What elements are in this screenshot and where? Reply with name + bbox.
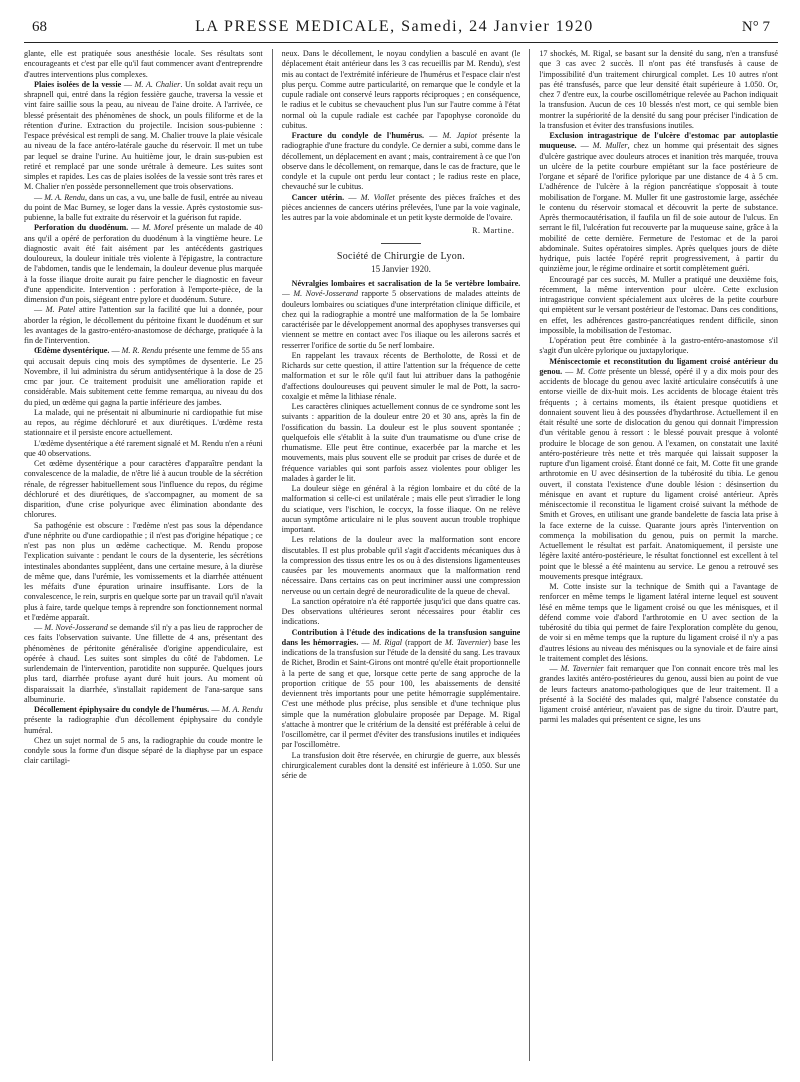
speaker: M. Nové-Josserand	[293, 289, 359, 299]
speaker: M. Patel	[45, 305, 76, 315]
speaker: M. A. Rendu	[44, 192, 85, 202]
speaker: M. Tavernier	[560, 664, 604, 673]
page-number: 68	[32, 19, 47, 35]
signature: R. Martine.	[472, 226, 515, 236]
report-rendu-1: — M. A. Rendu, dans un cas, a vu, une balle de fusil, entrée au niveau du point de Mac Burney, se loger dans la vessie. Après cystostomie sus-pubienne, la balle fut extraite du réservoir et la guérison fut rapide.	[24, 192, 263, 222]
rubric: Œdème dysentérique.	[34, 346, 110, 356]
paragraph: L'opération peut être combinée à la gastro-entéro-anastomose s'il s'agit d'un ulcère pylorique ou juxtapylorique.	[539, 336, 778, 356]
report-muller: Exclusion intragastrique de l'ulcère d'estomac par autoplastie muqueuse. — M. Muller, chez un homme qui présentait des signes d'ulcère gastrique avec douleurs atroces et inanition très marquée, trouva un ulcère de la petite courbure empiétant sur la face postérieure de l'organe et séparé de l'orifice pylorique par une distance de 4 à 5 cm. L'adhérence de l'ulcère à la région pancréatique s'opposait à toute mobilisation de l'organe. M. Muller fit une gastrostomie large, asséchée le contenu du réservoir stomacal et découvrit la perte de substance. Après thermocautérisation, il faufila un fil de soie autour de l'ulcus. En serrant le fil, l'ulcération fut recouverte par la muqueuse saine, grâce à la mobilité de cette dernière. Fermeture de l'estomac et de la paroi abdominale. Suites opératoires simples. Après quelques jours de diète hydrique, puis lactée l'opéré reprit progressivement, à partir du quinzième jour, le régime ordinaire et sortit complètement guéri.	[539, 131, 778, 274]
masthead	[195, 18, 594, 36]
rubric: Cancer utérin.	[291, 192, 345, 202]
page-header	[24, 10, 778, 43]
speaker: M. Japiot	[442, 131, 477, 140]
report-nove-josserand-2: Névralgies lombaires et sacralisation de la 5e vertèbre lombaire. — M. Nové-Josserand rapporte 5 observations de malades atteints de douleurs lombaires ou sciatiques d'une interprétation clinique difficile, et chez qui la radiographie a montré une malformation de la 5e lombaire caractérisée par le développement anormal des apophyses transverses qui viennent se mettre en contact avec l'os iliaque ou les ailerons sacrés et resserrer l'orifice de sortie du 5e nerf lombaire.	[281, 279, 521, 350]
report-japiot: Fracture du condyle de l'humérus. — M. Japiot présente la radiographie d'une fracture du condyle. Ce dernier a subi, comme dans le décollement, un déplacement en avant ; mais, contrairement à ce que l'on observe dans le décollement, on remarque, dans le cas de fracture, que le condyle et la cupule ont perdu leur contact ; le radius reste en place, chevauché sur le cubitus.	[281, 131, 521, 192]
speaker: M. Cotte	[576, 366, 606, 376]
paragraph: Chez un sujet normal de 5 ans, la radiographie du coude montre le condyle sous la forme d'un disque séparé de la diaphyse par un espace clair cartilagi-	[24, 735, 263, 766]
issue-date: Samedi, 24 Janvier 1920	[401, 18, 594, 35]
speaker: M. Nové-Josserand	[44, 623, 108, 632]
report-morel: Perforation du duodénum. — M. Morel présente un malade de 40 ans qu'il a opéré de perforation du duodénum à la vingtième heure. Le diagnostic avait été fait aisément par les antécédents gastriques douloureux, la douleur initiale très violente à l'épigastre, la contracture de l'abdomen, tandis que le lendemain, la douleur devenue plus marquée à la fosse iliaque droite aurait pu faire pencher le diagnostic en faveur d'une appendicite. Intervention : perforation à l'emporte-pièce, de la dimension d'un pois, siégeant entre pylore et duodénum. Suture.	[24, 223, 263, 304]
paragraph-text: présente un malade de 40 ans qu'il a opéré de perforation du duodénum à la vingtième heure. Le diagnostic avait été fait aisément par les antécédents gastriques douloureux, la douleur initiale très violente à l'épigastre, la contracture de l'abdomen, tandis que le lendemain, la douleur devenue plus marquée à la fosse iliaque droite aurait pu faire pencher le diagnostic en faveur d'une appendicite. Intervention : perforation à l'emporte-pièce, de la dimension d'un pois, siégeant entre pylore et duodénum. Suture.	[24, 223, 263, 304]
report-rigal: Contribution à l'étude des indications de la transfusion sanguine dans les hémorragies. — M. Rigal (rapport de M. Tavernier) base les indications de la transfusion sur l'étude de la densité du sang. Les travaux de Richet, Brodin et Saint-Girons ont montré qu'elle était proportionnelle à la perte de sang et que, lorsque cette perte de sang approche de la proportion critique de 55 pour 100, les abaissements de densité deviennent très importants pour une petite hémorragie supplémentaire. C'est une méthode plus précise, plus sensible et d'une technique plus simple que la numération globulaire proposée par Depage. M. Rigal s'attache à montrer que le critérium de la densité est préférable à celui de l'oscillomètre, car il permet d'éviter des transfusions inutiles et indiquées par l'oscillomètre.	[281, 627, 521, 750]
paragraph: Les relations de la douleur avec la malformation sont encore discutables. Il est plus probable qu'il s'agit d'accidents mécaniques dus à la compression des tissus entre les os ou à des distensions ligamenteuses causées par les mouvements anormaux que la malformation rend nécessaire. Dans certains cas on peut incriminer aussi une compression nerveuse ou un certain degré de neuroradiculite de la queue de cheval.	[281, 535, 521, 596]
report-chalier: Plaies isolées de la vessie — M. A. Chalier. Un soldat avait reçu un shrapnell qui, entré dans la région fessière gauche, traversa la vessie et vint faire saillie sous la peau, au niveau de l'aine droite. A l'arrivée, ce blessé présentait des phénomènes de shock, un pouls filiforme et de la rétention d'urine. Extraction du projectile. Incision sous-pubienne : l'espace prévésical est rempli de sang. M. Chalier trouve la plaie vésicale au niveau de la face antéro-latérale gauche du réservoir. Il met un tube par lequel se draine l'urine. Au huitième jour, le drain sus-pubien est retiré et remplacé par une sonde urétrale à demeure. Les suites sont simples et rapides. Les cas de plaies isolées de la vessie sont très rares et M. Chalier n'en possède personnellement que trois observations.	[24, 79, 263, 192]
paragraph-text: présente la radiographie d'un décollement épiphysaire du condyle huméral.	[24, 715, 263, 735]
column-2	[282, 49, 521, 1061]
paragraph-text: attire l'attention sur la facilité que lui a donnée, pour aborder la région, le décollement du péritoine fixant le duodénum et sur les avantages de la gastro-entéro-anastomose de décharge, pratiquée à la fin de l'intervention.	[24, 305, 263, 345]
paragraph-text: présente une femme de 55 ans qui accusait depuis cinq mois des symptômes de dysenterie. Le 25 Novembre, il lui administra du sérum antidysentérique à la dose de 25 cmc par jour. Ce traitement produisit une amélioration rapide et considérable. Mais subitement cette femme remarqua, au niveau du dos du pied, un œdème qui gagna la partie inférieure des jambes.	[24, 346, 263, 407]
paragraph: L'œdème dysentérique a été rarement signalé et M. Rendu n'en a réuni que 40 observations.	[24, 438, 263, 458]
section-divider	[381, 243, 421, 244]
speaker: M. Tavernier	[444, 637, 489, 647]
rubric: Contribution à l'étude des indications de la transfusion sanguine dans les hémorragies.	[281, 627, 521, 647]
column-3	[539, 49, 778, 1061]
columns	[24, 49, 778, 1061]
paragraph: Les caractères cliniques actuellement connus de ce syndrome sont les suivants : apparition de la douleur entre 20 et 30 ans, après la fin de l'ossification du bassin. La douleur est le plus souvent spontanée ; quelquefois elle s'établit à la suite d'un traumatisme ou d'une crise de rhumatisme. Elle peut être continue, exacerbée par la marche et les mouvements, mais plus souvent elle se produit par crises de durée et de fréquence variables qui sont parfois assez violentes pour obliger les malades à garder le lit.	[281, 402, 521, 483]
speaker: M. Morel	[142, 223, 174, 233]
paragraph: La douleur siège en général à la région lombaire et du côté de la malformation si celle-ci est unilatérale ; mais elle peut s'irradier le long du sciatique, vers l'ischion, le coccyx, la fosse iliaque. On ne relève aucun symptôme articulaire ni le plus souvent aucun trouble trophique important.	[281, 484, 521, 534]
paragraph-text: Un soldat avait reçu un shrapnell qui, entré dans la région fessière gauche, traversa la vessie et vint faire saillie sous la peau, au niveau de l'aine droite. A l'arrivée, ce blessé présentait des phénomènes de shock, un pouls filiforme et de la rétention d'urine. Extraction du projectile. Incision sous-pubienne : l'espace prévésical est rempli de sang. M. Chalier trouve la plaie vésicale au niveau de la face antéro-latérale gauche du réservoir. Il met un tube par lequel se draine l'urine. Au huitième jour, le drain sus-pubien est retiré et remplacé par une sonde urétrale à demeure. Les suites sont simples et rapides. Les cas de plaies isolées de la vessie sont très rares et M. Chalier n'en possède personnellement que trois observations.	[24, 79, 263, 192]
paragraph-text: présente un blessé, opéré il y a dix mois pour des accidents de blocage du genou avec laxité articulaire consécutifs à une entorse vieille de dix-huit mois. Les accidents de blocage étaient très fréquents ; à certains moments, ils étaient presque quotidiens et donnaient souvent lieu à des poussées d'hydarthrose. Actuellement il en était résulté une sorte de dislocation du genou qui donnait l'impression d'un véritable genou à ressort : le blessé pouvait presque à volonté produire le blocage de son genou. A l'examen, on constatait une laxité antéro-postérieure très nette et très marquée qui laissait supposer la rupture d'un ligament croisé. Étant donné ce fait, M. Cotte fit une grande arthrotomie en U avec désinsertion de la tubérosité du tibia. Le genou ouvert, il constata l'existence d'une double lésion : désinsertion du ménisque en avant et rupture du ligament croisé antérieur. Après méniscectomie il reconstitua le ligament croisé suivant la méthode de Smith et Groves, en utilisant une grande bandelette de fascia lata prise à la face externe de la cuisse. Quarante jours après l'intervention on commença la mobilisation du genou, puis on permit la marche. Actuellement le résultat est parfait. Anatomiquement, il persiste une légère laxité antéro-postérieure, le résultat fonctionnel est excellent à tel point que le blessé a été maintenu au service. Le genou a retrouvé ses mouvements presque intégraux.	[539, 366, 778, 581]
rubric: Décollement épiphysaire du condyle de l'humérus.	[34, 705, 210, 714]
paragraph: neux. Dans le décollement, le noyau condylien a basculé en avant (le déplacement était antérieur dans les 3 cas recueillis par M. Rendu), s'est mis au contact de l'extrémité inférieure de l'humérus et l'espace clair n'est plus perçu. Comme autre particularité, on remarque que le condyle et la cupule radiale ont conservé leurs rapports réciproques ; en conséquence, le radius et le cubitus se chevauchent plus l'un sur l'autre comme à l'état normal où la cupule radiale est cachée par l'apophyse coronoïde du cubitus.	[281, 49, 521, 130]
paragraph: En rappelant les travaux récents de Bertholotte, de Rossi et de Richards sur cette question, il attire l'attention sur la fréquence de cette malformation et sur le rôle qu'il faut lui attribuer dans la pathogénie d'affections douloureuses qui peuvent simuler le mal de Pott, la sacro-coxalgie et même la lithiase rénale.	[281, 350, 521, 401]
report-tavernier: — M. Tavernier fait remarquer que l'on connait encore très mal les grandes laxités antéro-postérieures du genou, aussi bien au point de vue de leurs facteurs anatomo-pathologiques que de leur traitement. Il a présenté à la Société des malades qui, malgré l'absence constatée du ligament croisé antérieur, n'avaient pas de signe du tiroir. D'autre part, parmi les malades qui présentent ce signe, les uns	[539, 664, 778, 725]
speaker: M. A. Chalier	[134, 79, 181, 89]
paragraph: Cet œdème dysentérique a pour caractères d'apparaître pendant la convalescence de la maladie, de n'être lié à aucun trouble de la sécrétion rénale, de régresser habituellement sous l'influence du repos, du régime déchloruré et des diurétiques, de s'accompagner, au moment de sa disparition, d'une crise polyurique avec élimination abondante des chlorures.	[24, 459, 263, 520]
paragraph: La sanction opératoire n'a été rapportée jusqu'ici que dans quatre cas. Des observations ultérieures seront nécessaires pour établir ces indications.	[281, 596, 521, 627]
paragraph: glante, elle est pratiquée sous anesthésie locale. Ses résultats sont encourageants et c'est par elle qu'il faut commencer avant d'entreprendre d'autres interventions plus complexes.	[24, 49, 263, 79]
report-cotte: Méniscectomie et reconstitution du ligament croisé antérieur du genou. — M. Cotte présente un blessé, opéré il y a dix mois pour des accidents de blocage du genou avec laxité articulaire consécutifs à une entorse vieille de dix-huit mois. Les accidents de blocage étaient très fréquents ; à certains moments, ils étaient presque quotidiens et donnaient souvent lieu à des poussées d'hydarthrose. Actuellement il en était résulté une sorte de dislocation du genou qui donnait l'impression d'un véritable genou à ressort : le blessé pouvait presque à volonté produire le blocage de son genou. A l'examen, on constatait une laxité antéro-postérieure très nette et très marquée qui laissait supposer la rupture d'un ligament croisé. Étant donné ce fait, M. Cotte fit une grande arthrotomie en U avec désinsertion de la tubérosité du tibia. Le genou ouvert, il constata l'existence d'une double lésion : désinsertion du ménisque en avant et rupture du ligament croisé antérieur. Après méniscectomie il reconstitua le ligament croisé suivant la méthode de Smith et Groves, en utilisant une grande bandelette de fascia lata prise à la face externe de la cuisse. Quarante jours après l'intervention on commença la mobilisation du genou, puis on permit la marche. Actuellement le résultat est parfait. Anatomiquement, il persiste une légère laxité antéro-postérieure, le résultat fonctionnel est excellent à tel point que le blessé a été maintenu au service. Le genou a retrouvé ses mouvements presque intégraux.	[539, 356, 778, 581]
section-date: 15 Janvier 1920.	[371, 263, 431, 274]
paragraph-text: présente des pièces fraîches et des pièces anciennes de cancers utérins prélevées, l'une par la voie vaginale, les autres par la voie abdominale et un petit kyste dermoïde de l'ovaire.	[281, 192, 521, 222]
report-rendu-2: Œdème dysentérique. — M. R. Rendu présente une femme de 55 ans qui accusait depuis cinq mois des symptômes de dysenterie. Le 25 Novembre, il lui administra du sérum antidysentérique à la dose de 25 cmc par jour. Ce traitement produisit une amélioration rapide et considérable. Mais subitement cette femme remarqua, au niveau du dos du pied, un œdème qui gagna la partie inférieure des jambes.	[24, 346, 263, 407]
paragraph: Encouragé par ces succès, M. Muller a pratiqué une deuxième fois, récemment, la même intervention pour ulcère. Cette exclusion intragastrique convient spécialement aux ulcères de la petite courbure qui empiètent sur le versant postérieur de l'estomac. Dans ces conditions, en effet, les adhérences gastro-pancréatiques rendent difficile, sinon impossible, la mobilisation de l'estomac.	[539, 274, 778, 335]
rubric: Exclusion intragastrique de l'ulcère d'estomac par autoplastie muqueuse.	[539, 131, 778, 151]
report-patel: — M. Patel attire l'attention sur la facilité que lui a donnée, pour aborder la région, le décollement du péritoine fixant le duodénum et sur les avantages de la gastro-entéro-anastomose de décharge, pratiquée à la fin de l'intervention.	[24, 305, 263, 345]
report-viollet: Cancer utérin. — M. Viollet présente des pièces fraîches et des pièces anciennes de cancers utérins prélevées, l'une par la voie vaginale, les autres par la voie abdominale et un petit kyste dermoïde de l'ovaire.	[281, 192, 521, 222]
section-title: Société de Chirurgie de Lyon.	[336, 250, 466, 262]
rubric: Plaies isolées de la vessie	[34, 79, 122, 89]
rubric: Névralgies lombaires et sacralisation de la 5e vertèbre lombaire.	[291, 279, 521, 288]
column-divider	[272, 49, 273, 1061]
paragraph: 17 shockés, M. Rigal, se basant sur la densité du sang, n'en a transfusé que 3 cas avec 2 succès. Il n'ont pas été transfusés à cause de l'impossibilité d'un traitement chirurgical complet. Les 10 autres n'ont pas été transfusés, parce que leur densité était supérieure à 1.050. Or, chez 7 d'entre eux, la courbe oscillométrique relevée au Pachon indiquait la transfusion. Aucun de ces 10 blessés n'est mort, ce qui semble bien montrer la supériorité de la densité du sang pour préciser l'indication de la transfusion et éviter des transfusions inutiles.	[539, 49, 778, 130]
paragraph: M. Cotte insiste sur la technique de Smith qui a l'avantage de renforcer en même temps le ligament latéral interne lequel est souvent lésé en même temps que le ligament croisé ou que les ménisques, et il défend comme voie d'abord l'arthrotomie en U avec section de la tubérosité du tibia qui permet de faire l'exploration complète du genou, de voir si en même temps que la rupture du ligament croisé il n'y a pas d'autres lésions au niveau des ménisques ou la synoviale et de faire ainsi le traitement complet des lésions.	[539, 582, 778, 663]
speaker: M. A. Rendu	[221, 705, 263, 714]
column-1	[24, 49, 263, 1061]
rubric: Méniscectomie et reconstitution du ligament croisé antérieur du genou.	[539, 356, 778, 376]
issue-number: N° 7	[741, 19, 770, 35]
paragraph-text: , chez un homme qui présentait des signes d'ulcère gastrique avec douleurs atroces et inanition très marquée, trouva un ulcère de la petite courbure empiétant sur la face postérieure de l'organe et séparé de l'orifice pylorique par une distance de 4 à 5 cm. L'adhérence de l'ulcère à la région pancréatique s'opposait à toute mobilisation de l'organe. M. Muller fit une gastrostomie large, asséchée le contenu du réservoir stomacal et découvrit la perte de substance. Après thermocautérisation, il faufila un fil de soie autour de l'ulcus. En serrant le fil, l'ulcération fut recouverte par la muqueuse saine, grâce à la mobilité de cette dernière. Fermeture de l'estomac et de la paroi abdominale. Suites opératoires simples. Après quelques jours de diète hydrique, puis lactée l'opéré reprit progressivement, à partir du quinzième jour, le régime ordinaire et sortit complètement guéri.	[539, 141, 778, 274]
paragraph-text: ) base les indications de la transfusion sur l'étude de la densité du sang. Les travaux de Richet, Brodin et Saint-Girons ont montré qu'elle était proportionnelle à la perte de sang et que, lorsque cette perte de sang approche de la proportion critique de 55 pour 100, les abaissements de densité deviennent très importants pour une petite hémorragie supplémentaire. C'est une méthode plus précise, plus sensible et d'une technique plus simple que la numération globulaire proposée par Depage. M. Rigal s'attache à montrer que le critérium de la densité est préférable à celui de l'oscillomètre, car il permet d'éviter des transfusions inutiles et indiquées par l'oscillomètre.	[281, 637, 521, 750]
paragraph: Sa pathogénie est obscure : l'œdème n'est pas sous la dépendance d'une néphrite ou d'une cardiopathie ; il n'est pas d'origine hépatique ; ce n'est pas non plus un œdème cachectique. M. Rendu propose l'explication suivante : pendant le cours de la dysenterie, les sécrétions intestinales abondantes suppléent, dans une certaine mesure, à la diurèse de même que, dans l'urémie, les vomissements et la diarrhée atténuent les méfaits d'une épuration urinaire insuffisante. Lors de la convalescence, le rein, surpris en quelque sorte par un travail qu'il n'avait plus à faire, tarde quelque temps à reprendre son fonctionnement normal et l'œdème apparaît.	[24, 520, 263, 622]
paragraph-text: présente la radiographie d'une fracture du condyle. Ce dernier a subi, comme dans le décollement, un déplacement en avant ; mais, contrairement à ce que l'on observe dans le décollement, on remarque, dans le cas de fracture, que le condyle et la cupule ont perdu leur contact ; le radius reste en place, chevauché sur le cubitus.	[281, 131, 521, 192]
rubric: Perforation du duodénum.	[34, 223, 129, 233]
paragraph: La transfusion doit être réservée, en chirurgie de guerre, aux blessés chirurgicalement curables dont la densité est inférieure à 1.050. Sur une série de	[281, 750, 521, 780]
rubric: Fracture du condyle de l'humérus.	[291, 131, 425, 140]
speaker: M. R. Rendu	[121, 346, 163, 356]
report-rendu-3: Décollement épiphysaire du condyle de l'humérus. — M. A. Rendu présente la radiographie d'un décollement épiphysaire du condyle huméral.	[24, 705, 263, 735]
column-divider	[529, 49, 530, 1061]
speaker: M. Viollet	[360, 192, 395, 202]
paragraph-text: fait remarquer que l'on connait encore très mal les grandes laxités antéro-postérieures du genou, aussi bien au point de vue de leurs facteurs anatomo-pathologiques que de leur traitement. Il a présenté à la Société des malades qui, malgré l'absence constatée du ligament croisé antérieur, n'avaient pas de signe du tiroir. D'autre part, parmi les malades qui présentent ce signe, les uns	[539, 664, 778, 725]
paragraph-text: (rapport de	[405, 637, 445, 647]
paragraph-text: , dans un cas, a vu, une balle de fusil, entrée au niveau du point de Mac Burney, se loger dans la vessie. Après cystostomie sus-pubienne, la balle fut extraite du réservoir et la guérison fut rapide.	[24, 192, 263, 222]
speaker: M. Rigal	[372, 637, 403, 647]
paragraph: La malade, qui ne présentait ni albuminurie ni cardiopathie fut mise au repos, au régime déchloruré et aux diurétiques. L'œdème resta stationnaire et il persiste encore actuellement.	[24, 407, 263, 438]
report-nove-josserand: — M. Nové-Josserand se demande s'il n'y a pas lieu de rapprocher de ces faits l'observation suivante. Une fillette de 4 ans, présentant des phénomènes de péritonite généralisée d'origine appendiculaire, est opérée à chaud. Les suites sont simples du côté de l'abdomen. Le surlendemain de l'intervention, parotidite non suppurée. Quelques jours plus tard, diarrhée profuse ayant duré huit jours. Au moment où disparaissait la diarrhée, s'installait rapidement de l'ana-sarque sans albuminurie.	[24, 623, 263, 704]
paragraph-text: rapporte 5 observations de malades atteints de douleurs lombaires ou sciatiques d'une interprétation clinique difficile, et chez qui la radiographie a montré une malformation de la 5e lombaire caractérisée par le développement anormal des apophyses transverses qui viennent se mettre en contact avec l'os iliaque ou les ailerons sacrés et resserrer l'orifice de sortie du 5e nerf lombaire.	[281, 289, 521, 350]
speaker: M. Muller	[592, 141, 628, 151]
paragraph-text: se demande s'il n'y a pas lieu de rapprocher de ces faits l'observation suivante. Une fillette de 4 ans, présentant des phénomènes de péritonite généralisée d'origine appendiculaire, est opérée à chaud. Les suites sont simples du côté de l'abdomen. Le surlendemain de l'intervention, parotidite non suppurée. Quelques jours plus tard, diarrhée profuse ayant duré huit jours. Au moment où disparaissait la diarrhée, s'installait rapidement de l'ana-sarque sans albuminurie.	[24, 623, 263, 704]
journal-name: LA PRESSE MEDICALE,	[195, 18, 396, 35]
